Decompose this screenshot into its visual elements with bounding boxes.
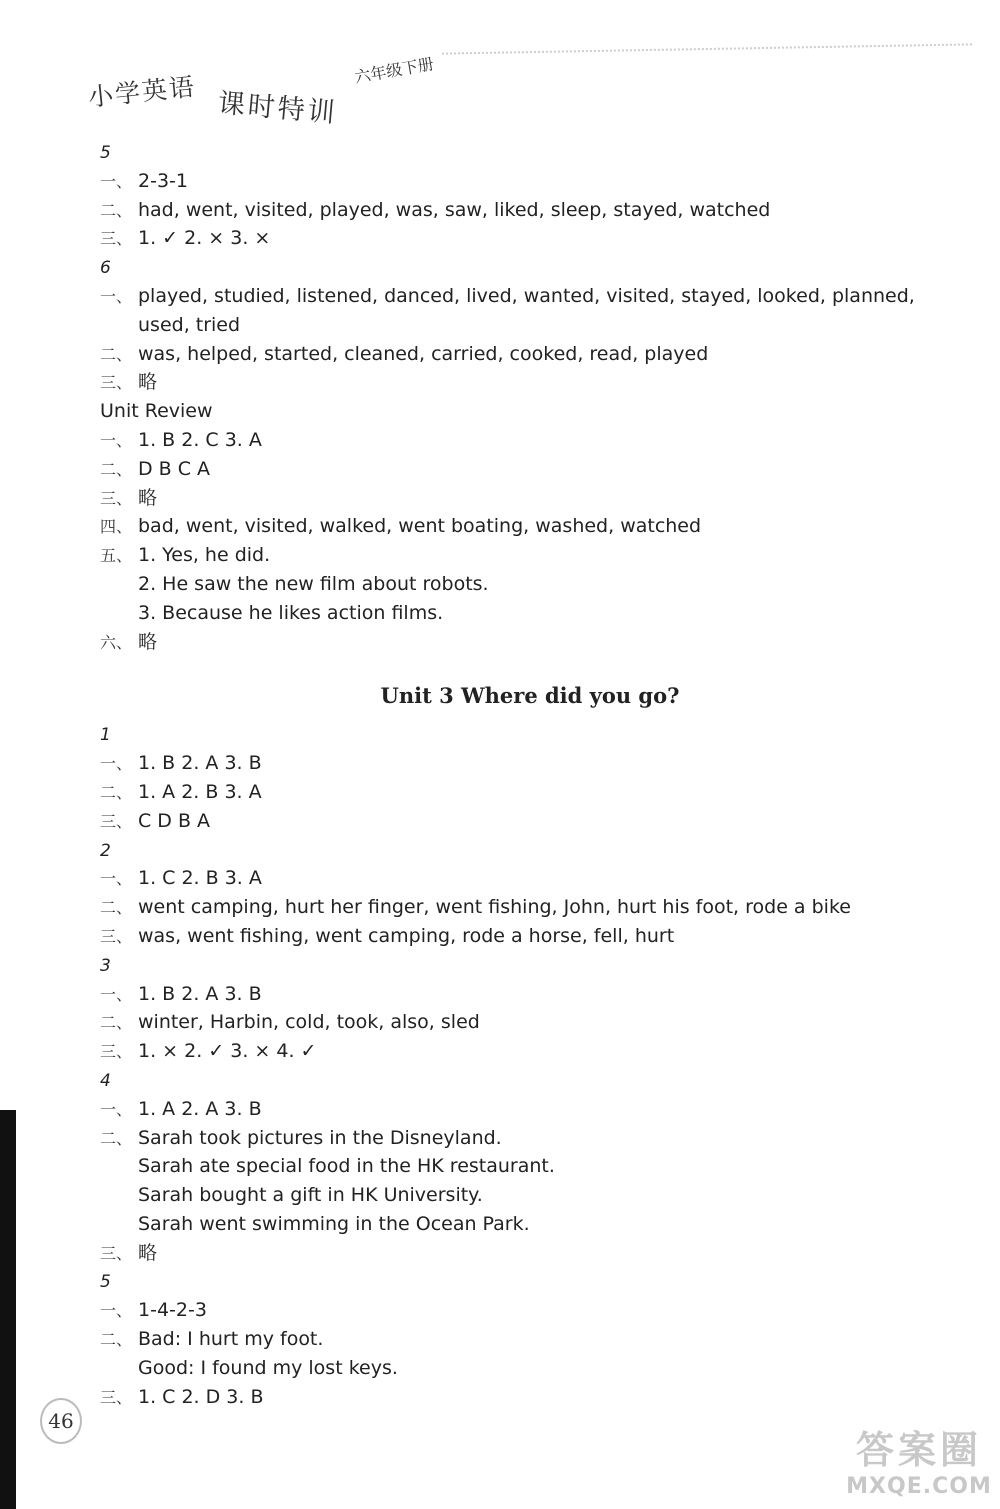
answer-line: 一、 1. B 2. A 3. B <box>100 752 262 775</box>
answer-line: 三、 C D B A <box>100 809 211 832</box>
answer-line: 3. Because he likes action films. <box>138 601 444 624</box>
answer-line: 三、 1. × 2. ✓ 3. × 4. ✓ <box>100 1040 317 1063</box>
answer-line: 二、 1. A 2. B 3. A <box>100 780 262 803</box>
answer-line: 二、 had, went, visited, played, was, saw, liked, sleep, stayed, watched <box>100 198 771 221</box>
watermark-url: MXQE.COM <box>846 1474 992 1499</box>
answer-line: 二、 went camping, hurt her finger, went fishing, John, hurt his foot, rode a bike <box>100 896 851 919</box>
book-brand: 小学英语 <box>86 71 198 113</box>
answer-line: 一、 1. B 2. A 3. B <box>100 982 262 1005</box>
answer-line: 2. He saw the new film about robots. <box>138 572 489 595</box>
answer-line: 三、 略 <box>100 486 158 509</box>
page-edge-bar <box>0 1110 16 1509</box>
lesson-number: 5 <box>100 143 111 163</box>
page-number: 46 <box>40 1398 82 1444</box>
page-header <box>86 40 970 130</box>
answer-line: Sarah went swimming in the Ocean Park. <box>138 1212 530 1235</box>
answer-line: 二、 D B C A <box>100 457 211 480</box>
answer-line: 三、 略 <box>100 1241 158 1264</box>
watermark <box>844 1419 994 1499</box>
lesson-number: 2 <box>100 840 111 861</box>
lesson-number: 3 <box>100 955 111 976</box>
answer-line: 一、 1. B 2. C 3. A <box>100 428 262 451</box>
review-heading: Unit Review <box>100 400 213 423</box>
answer-line: 二、 Sarah took pictures in the Disneyland. <box>100 1126 502 1149</box>
answer-line: 一、 1-4-2-3 <box>100 1299 207 1322</box>
watermark-logo: 答案圈 <box>855 1428 982 1472</box>
answer-line: 五、 1. Yes, he did. <box>100 544 271 567</box>
header-dotted-line <box>442 43 972 68</box>
answer-line: 二、 was, helped, started, cleaned, carried, cooked, read, played <box>100 342 709 365</box>
lesson-number: 6 <box>100 258 111 279</box>
lesson-number: 4 <box>100 1070 111 1091</box>
answer-line: 一、 played, studied, listened, danced, lived, wanted, visited, stayed, looked, planned, used, tried <box>100 284 915 336</box>
answer-line: 一、 1. C 2. B 3. A <box>100 867 262 890</box>
answer-line: 三、 1. C 2. D 3. B <box>100 1385 264 1408</box>
answer-line: 三、 略 <box>100 371 158 394</box>
answer-line: 一、 2-3-1 <box>100 169 188 192</box>
answer-line: Good: I found my lost keys. <box>138 1356 398 1379</box>
answer-line: 四、 bad, went, visited, walked, went boating, washed, watched <box>100 515 702 538</box>
answer-line: 二、 Bad: I hurt my foot. <box>100 1328 324 1351</box>
lesson-number: 1 <box>100 725 111 746</box>
unit-title: Unit 3 Where did you go? <box>380 683 680 709</box>
answer-line: 六、 略 <box>100 630 158 653</box>
answer-line: 三、 was, went fishing, went camping, rode a horse, fell, hurt <box>100 924 675 947</box>
answer-line: Sarah bought a gift in HK University. <box>138 1184 483 1207</box>
answer-line: Sarah ate special food in the HK restaurant. <box>138 1155 555 1178</box>
book-grade: 六年级下册 <box>353 54 436 87</box>
lesson-number: 5 <box>100 1272 111 1293</box>
answer-content <box>100 138 960 1411</box>
book-title: 课时特训 <box>216 87 339 130</box>
answer-line: 一、 1. A 2. A 3. B <box>100 1097 262 1120</box>
answer-line: 二、 winter, Harbin, cold, took, also, sled <box>100 1011 480 1034</box>
answer-line: 三、 1. ✓ 2. × 3. × <box>100 227 271 250</box>
